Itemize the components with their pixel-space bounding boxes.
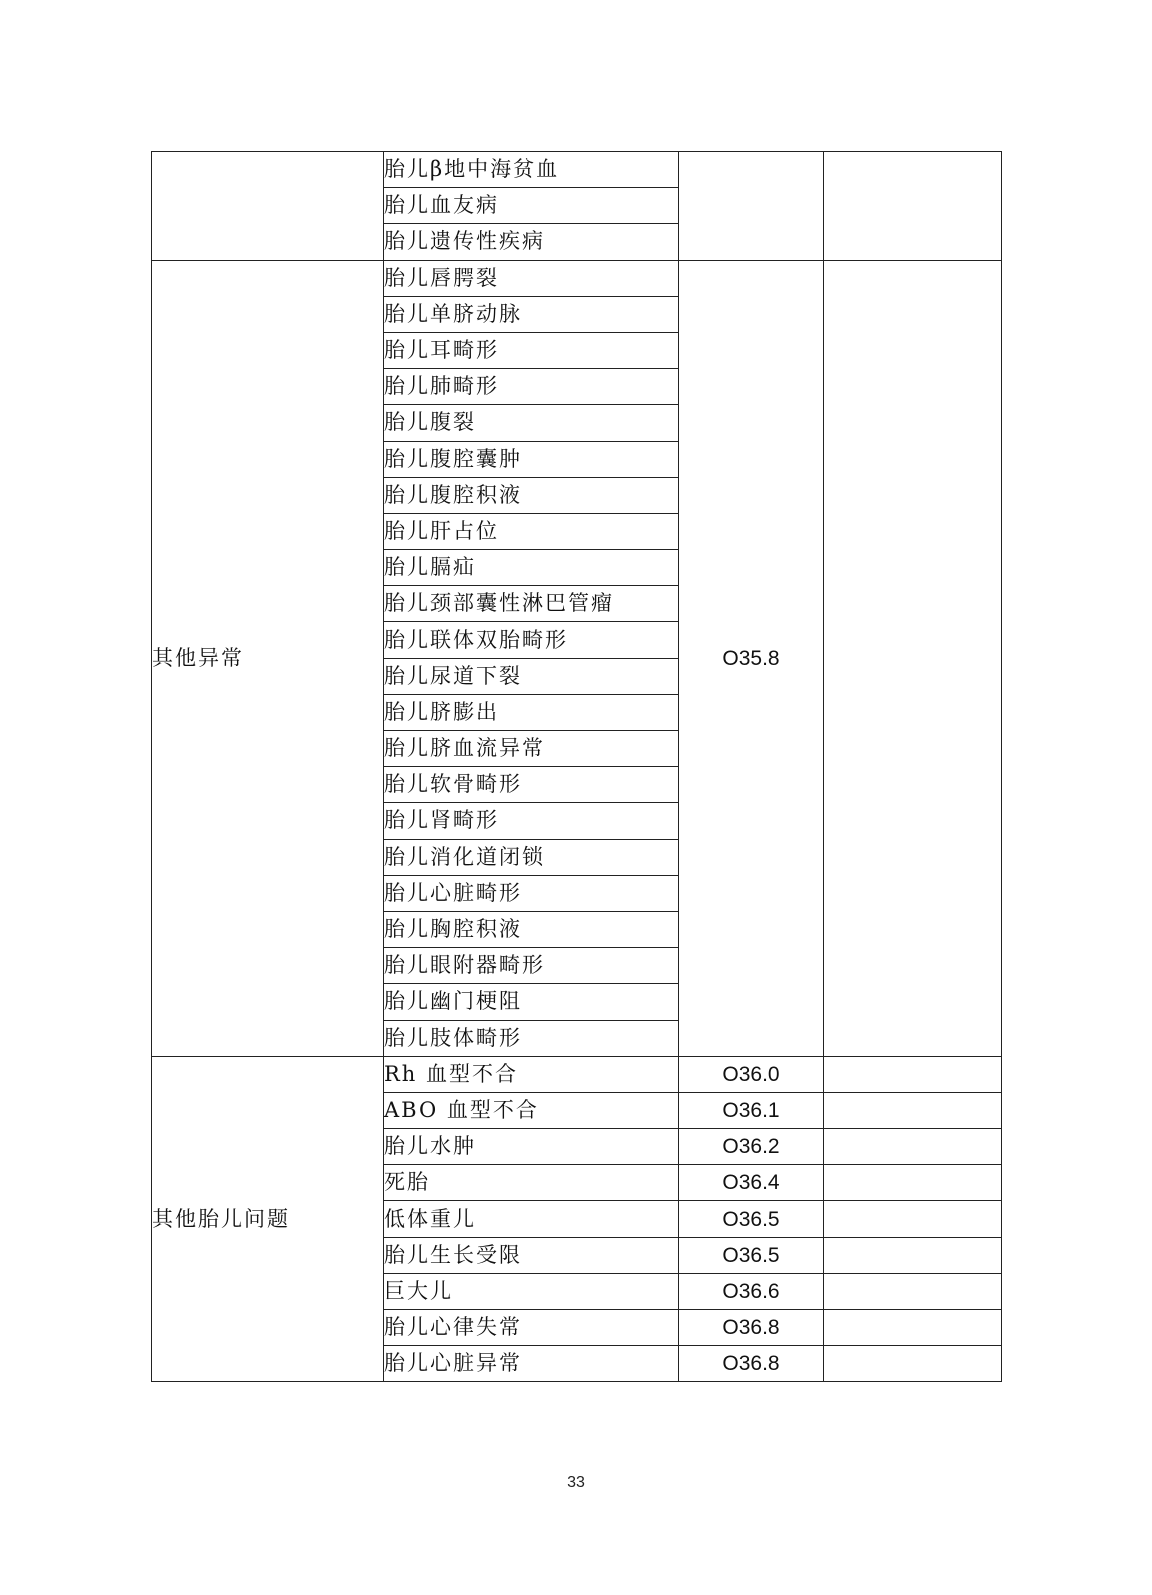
diagnosis-cell: 胎儿脐膨出 [384, 694, 679, 730]
page-number: 33 [567, 1474, 585, 1491]
diagnosis-cell: 胎儿软骨畸形 [384, 767, 679, 803]
code-cell: O35.8 [679, 260, 824, 1056]
diagnosis-cell: 胎儿胸腔积液 [384, 911, 679, 947]
diagnosis-cell: 巨大儿 [384, 1273, 679, 1309]
diagnosis-cell: 低体重儿 [384, 1201, 679, 1237]
code-cell: O36.8 [679, 1346, 824, 1382]
diagnosis-cell: ABO 血型不合 [384, 1092, 679, 1128]
diagnosis-cell: 胎儿肾畸形 [384, 803, 679, 839]
diagnosis-cell: 胎儿腹裂 [384, 405, 679, 441]
diagnosis-cell: Rh 血型不合 [384, 1056, 679, 1092]
diagnosis-cell: 胎儿肢体畸形 [384, 1020, 679, 1056]
empty-cell [824, 1165, 1002, 1201]
empty-cell [824, 1346, 1002, 1382]
diagnosis-cell: 胎儿联体双胎畸形 [384, 622, 679, 658]
code-cell: O36.1 [679, 1092, 824, 1128]
code-cell: O36.0 [679, 1056, 824, 1092]
empty-cell [824, 1092, 1002, 1128]
diagnosis-cell: 胎儿腹腔积液 [384, 477, 679, 513]
diagnosis-cell: 胎儿肺畸形 [384, 369, 679, 405]
diagnosis-cell: 胎儿β地中海贫血 [384, 152, 679, 188]
diagnosis-cell: 胎儿生长受限 [384, 1237, 679, 1273]
code-cell: O36.4 [679, 1165, 824, 1201]
diagnosis-cell: 胎儿血友病 [384, 188, 679, 224]
diagnosis-cell: 胎儿脐血流异常 [384, 731, 679, 767]
empty-cell [824, 1129, 1002, 1165]
diagnosis-code-table [151, 151, 1002, 1382]
category-cell: 其他异常 [152, 260, 384, 1056]
empty-cell [824, 1056, 1002, 1092]
table-row [152, 1056, 1002, 1092]
code-cell: O36.5 [679, 1237, 824, 1273]
diagnosis-cell: 胎儿唇腭裂 [384, 260, 679, 296]
code-cell [679, 152, 824, 261]
diagnosis-cell: 胎儿眼附器畸形 [384, 948, 679, 984]
diagnosis-cell: 胎儿单脐动脉 [384, 296, 679, 332]
empty-cell [824, 1237, 1002, 1273]
category-cell [152, 152, 384, 261]
table-row [152, 260, 1002, 296]
empty-cell [824, 260, 1002, 1056]
diagnosis-cell: 胎儿幽门梗阻 [384, 984, 679, 1020]
diagnosis-cell: 胎儿心脏畸形 [384, 875, 679, 911]
code-cell: O36.6 [679, 1273, 824, 1309]
diagnosis-cell: 胎儿颈部囊性淋巴管瘤 [384, 586, 679, 622]
category-cell: 其他胎儿问题 [152, 1056, 384, 1382]
code-cell: O36.8 [679, 1310, 824, 1346]
diagnosis-cell: 胎儿腹腔囊肿 [384, 441, 679, 477]
diagnosis-cell: 胎儿耳畸形 [384, 332, 679, 368]
diagnosis-cell: 胎儿心律失常 [384, 1310, 679, 1346]
table-row [152, 152, 1002, 188]
code-cell: O36.5 [679, 1201, 824, 1237]
diagnosis-cell: 胎儿心脏异常 [384, 1346, 679, 1382]
diagnosis-cell: 死胎 [384, 1165, 679, 1201]
diagnosis-cell: 胎儿肝占位 [384, 513, 679, 549]
empty-cell [824, 152, 1002, 261]
table-body [152, 152, 1002, 1382]
diagnosis-cell: 胎儿膈疝 [384, 550, 679, 586]
code-cell: O36.2 [679, 1129, 824, 1165]
diagnosis-cell: 胎儿遗传性疾病 [384, 224, 679, 260]
empty-cell [824, 1273, 1002, 1309]
diagnosis-cell: 胎儿水肿 [384, 1129, 679, 1165]
diagnosis-cell: 胎儿消化道闭锁 [384, 839, 679, 875]
empty-cell [824, 1310, 1002, 1346]
empty-cell [824, 1201, 1002, 1237]
diagnosis-cell: 胎儿尿道下裂 [384, 658, 679, 694]
